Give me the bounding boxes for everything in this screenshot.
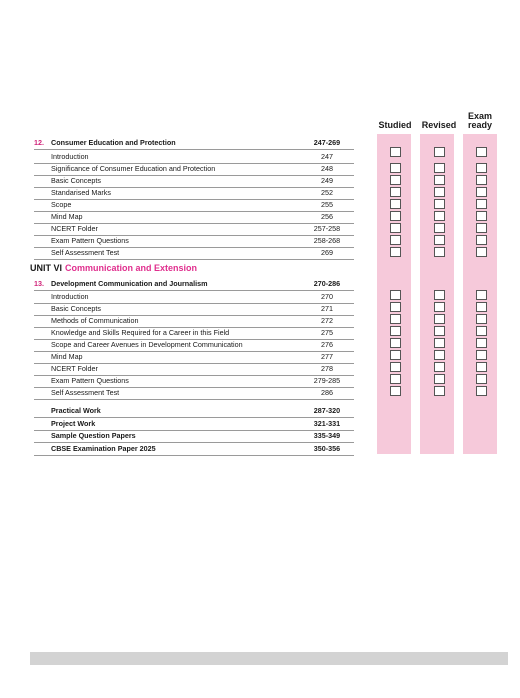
page-range: 277 <box>321 352 333 361</box>
page-range: 258-268 <box>313 236 341 245</box>
revised-checkbox[interactable] <box>434 211 445 221</box>
entry-title: Consumer Education and Protection <box>51 138 176 147</box>
studied-checkbox[interactable] <box>390 247 401 257</box>
revised-checkbox[interactable] <box>434 314 445 324</box>
exam-ready-checkbox[interactable] <box>476 338 487 348</box>
exam-ready-checkbox[interactable] <box>476 199 487 209</box>
entry-title: Knowledge and Skills Required for a Career in this Field <box>51 328 230 337</box>
page-range: 255 <box>321 200 333 209</box>
exam-ready-checkbox[interactable] <box>476 314 487 324</box>
chapter-row <box>0 137 360 148</box>
entry-title: Mind Map <box>51 212 83 221</box>
topic-row <box>0 211 360 222</box>
topic-row <box>0 163 360 174</box>
revised-checkbox[interactable] <box>434 290 445 300</box>
row-divider <box>34 399 354 400</box>
page-range: 247 <box>321 152 333 161</box>
exam-ready-checkbox[interactable] <box>476 163 487 173</box>
page-range: 276 <box>321 340 333 349</box>
row-divider <box>34 149 354 150</box>
column-header-studied: Studied <box>378 120 412 130</box>
entry-title: Self Assessment Test <box>51 248 120 257</box>
entry-title: Standarised Marks <box>51 188 111 197</box>
entry-title: Significance of Consumer Education and Protection <box>51 164 216 173</box>
page-range: 278 <box>321 364 333 373</box>
page-range: 256 <box>321 212 333 221</box>
studied-checkbox[interactable] <box>390 211 401 221</box>
page-range: 279-285 <box>313 376 341 385</box>
row-divider <box>34 455 354 456</box>
studied-checkbox[interactable] <box>390 302 401 312</box>
entry-title: CBSE Examination Paper 2025 <box>51 443 156 453</box>
page-range: 287-320 <box>313 406 341 415</box>
page-range: 321-331 <box>313 418 341 428</box>
revised-checkbox[interactable] <box>434 362 445 372</box>
column-header-revised: Revised <box>421 120 457 130</box>
exam-ready-checkbox[interactable] <box>476 290 487 300</box>
exam-ready-checkbox[interactable] <box>476 362 487 372</box>
unit-title: Communication and Extension <box>65 263 198 273</box>
revised-checkbox[interactable] <box>434 235 445 245</box>
revised-checkbox[interactable] <box>434 302 445 312</box>
studied-checkbox[interactable] <box>390 163 401 173</box>
page-range: 350-356 <box>313 443 341 453</box>
revised-checkbox[interactable] <box>434 187 445 197</box>
revised-checkbox[interactable] <box>434 386 445 396</box>
page-range: 249 <box>321 176 333 185</box>
extra-row <box>0 418 360 429</box>
topic-row <box>0 315 360 326</box>
entry-title: Sample Question Papers <box>51 431 136 440</box>
extra-row <box>0 430 360 441</box>
row-divider <box>34 259 354 260</box>
entry-title: Scope and Career Avenues in Development Communication <box>51 340 243 349</box>
page-range: 270-286 <box>313 279 341 288</box>
topic-row <box>0 375 360 386</box>
entry-title: Project Work <box>51 418 96 428</box>
column-header-exam-ready-line2: ready <box>467 120 493 130</box>
entry-title: Mind Map <box>51 352 83 361</box>
topic-row <box>0 247 360 258</box>
topic-row <box>0 387 360 398</box>
exam-ready-checkbox[interactable] <box>476 302 487 312</box>
revised-checkbox[interactable] <box>434 247 445 257</box>
column-header-exam-ready-line1: Exam <box>467 111 493 121</box>
entry-title: Exam Pattern Questions <box>51 236 129 245</box>
revised-checkbox[interactable] <box>434 374 445 384</box>
entry-title: Exam Pattern Questions <box>51 376 129 385</box>
page-range: 252 <box>321 188 333 197</box>
entry-title: Basic Concepts <box>51 304 101 313</box>
entry-title: Development Communication and Journalism <box>51 279 208 288</box>
exam-ready-checkbox[interactable] <box>476 374 487 384</box>
topic-row <box>0 339 360 350</box>
page-range: 286 <box>321 388 333 397</box>
entry-title: Methods of Communication <box>51 316 139 325</box>
topic-row <box>0 303 360 314</box>
revised-checkbox[interactable] <box>434 163 445 173</box>
studied-checkbox[interactable] <box>390 374 401 384</box>
exam-ready-checkbox[interactable] <box>476 187 487 197</box>
exam-ready-checkbox[interactable] <box>476 175 487 185</box>
topic-row <box>0 175 360 186</box>
topic-row <box>0 199 360 210</box>
page-range: 247-269 <box>313 138 341 147</box>
topic-row <box>0 187 360 198</box>
studied-checkbox[interactable] <box>390 290 401 300</box>
revised-checkbox[interactable] <box>434 350 445 360</box>
studied-checkbox[interactable] <box>390 350 401 360</box>
page-range: 335-349 <box>313 431 341 440</box>
studied-checkbox[interactable] <box>390 314 401 324</box>
studied-checkbox[interactable] <box>390 187 401 197</box>
entry-title: Introduction <box>51 292 89 301</box>
exam-ready-checkbox[interactable] <box>476 147 487 157</box>
studied-checkbox[interactable] <box>390 338 401 348</box>
page-range: 272 <box>321 316 333 325</box>
studied-checkbox[interactable] <box>390 386 401 396</box>
studied-checkbox[interactable] <box>390 199 401 209</box>
exam-ready-checkbox[interactable] <box>476 247 487 257</box>
revised-checkbox[interactable] <box>434 199 445 209</box>
topic-row <box>0 291 360 302</box>
topic-row <box>0 327 360 338</box>
entry-title: Scope <box>51 200 72 209</box>
chapter-row <box>0 278 360 289</box>
exam-ready-checkbox[interactable] <box>476 326 487 336</box>
revised-checkbox[interactable] <box>434 223 445 233</box>
topic-row <box>0 351 360 362</box>
studied-checkbox[interactable] <box>390 223 401 233</box>
unit-label: UNIT VI <box>30 263 63 273</box>
page-range: 257-258 <box>313 224 341 233</box>
footer-bar <box>30 652 508 665</box>
exam-ready-checkbox[interactable] <box>476 211 487 221</box>
studied-checkbox[interactable] <box>390 326 401 336</box>
chapter-number: 12. <box>34 138 44 147</box>
topic-row <box>0 223 360 234</box>
entry-title: Self Assessment Test <box>51 388 120 397</box>
unit-heading <box>30 263 197 273</box>
entry-title: NCERT Folder <box>51 364 98 373</box>
topic-row <box>0 235 360 246</box>
exam-ready-checkbox[interactable] <box>476 223 487 233</box>
exam-ready-checkbox[interactable] <box>476 235 487 245</box>
page-range: 275 <box>321 328 333 337</box>
page-range: 270 <box>321 292 333 301</box>
studied-checkbox[interactable] <box>390 362 401 372</box>
column-header-exam-ready <box>457 112 503 130</box>
exam-ready-checkbox[interactable] <box>476 350 487 360</box>
revised-checkbox[interactable] <box>434 175 445 185</box>
extra-row <box>0 443 360 454</box>
page-range: 269 <box>321 248 333 257</box>
revised-checkbox[interactable] <box>434 326 445 336</box>
extra-row <box>0 405 360 416</box>
revised-checkbox[interactable] <box>434 338 445 348</box>
entry-title: NCERT Folder <box>51 224 98 233</box>
studied-checkbox[interactable] <box>390 147 401 157</box>
revised-checkbox[interactable] <box>434 147 445 157</box>
exam-ready-checkbox[interactable] <box>476 386 487 396</box>
page-range: 248 <box>321 164 333 173</box>
entry-title: Basic Concepts <box>51 176 101 185</box>
chapter-number: 13. <box>34 279 44 288</box>
entry-title: Practical Work <box>51 406 101 415</box>
topic-row <box>0 151 360 162</box>
studied-checkbox[interactable] <box>390 235 401 245</box>
entry-title: Introduction <box>51 152 89 161</box>
page-range: 271 <box>321 304 333 313</box>
topic-row <box>0 363 360 374</box>
studied-checkbox[interactable] <box>390 175 401 185</box>
